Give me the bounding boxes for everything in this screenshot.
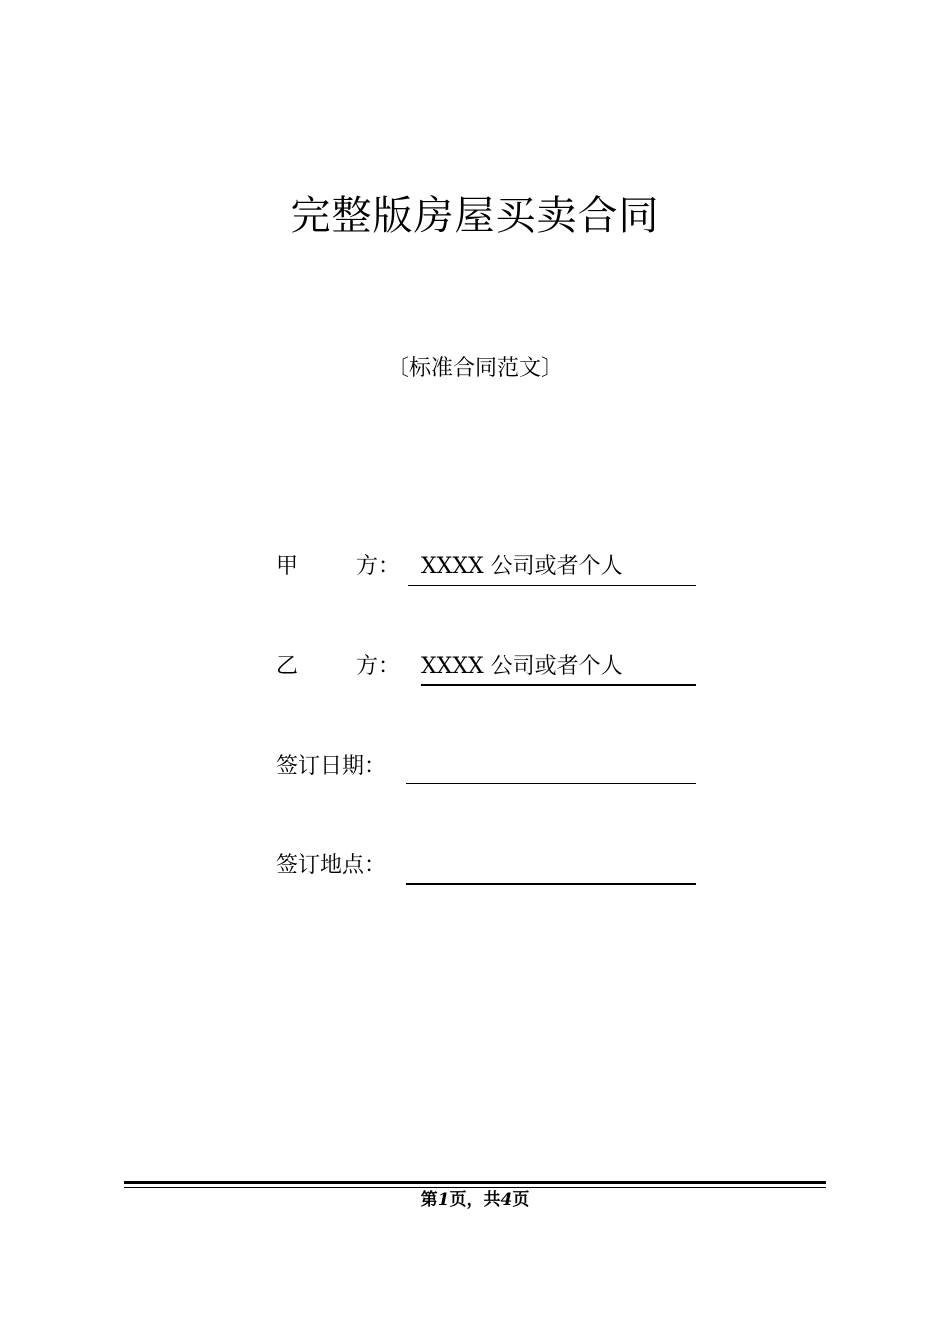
party-a-underline bbox=[408, 585, 696, 586]
footer-prefix: 第 bbox=[420, 1190, 438, 1210]
sign-date-underline bbox=[406, 783, 696, 784]
footer-middle: 页，共 bbox=[449, 1190, 501, 1210]
footer-current-page: 1 bbox=[437, 1190, 450, 1210]
party-b-underline bbox=[421, 684, 696, 686]
sign-place-underline bbox=[406, 883, 696, 885]
document-title: 完整版房屋买卖合同 bbox=[290, 193, 660, 239]
party-a-value[interactable]: XXXX 公司或者个人 bbox=[421, 554, 623, 579]
footer-rule-thick bbox=[124, 1181, 826, 1184]
footer-total-pages: 4 bbox=[500, 1190, 513, 1210]
footer-suffix: 页 bbox=[512, 1190, 530, 1210]
page-number-footer bbox=[0, 1188, 950, 1212]
party-b-value[interactable]: XXXX 公司或者个人 bbox=[421, 654, 623, 679]
party-a-label-char2: 方： bbox=[356, 554, 401, 579]
party-b-label-char1: 乙 bbox=[276, 654, 299, 679]
party-a-label-char1: 甲 bbox=[276, 554, 299, 579]
sign-date-label: 签订日期： bbox=[276, 754, 387, 779]
party-b-label-char2: 方： bbox=[356, 654, 401, 679]
document-subtitle: 〔标准合同范文〕 bbox=[386, 356, 563, 381]
sign-place-label: 签订地点： bbox=[276, 853, 387, 878]
